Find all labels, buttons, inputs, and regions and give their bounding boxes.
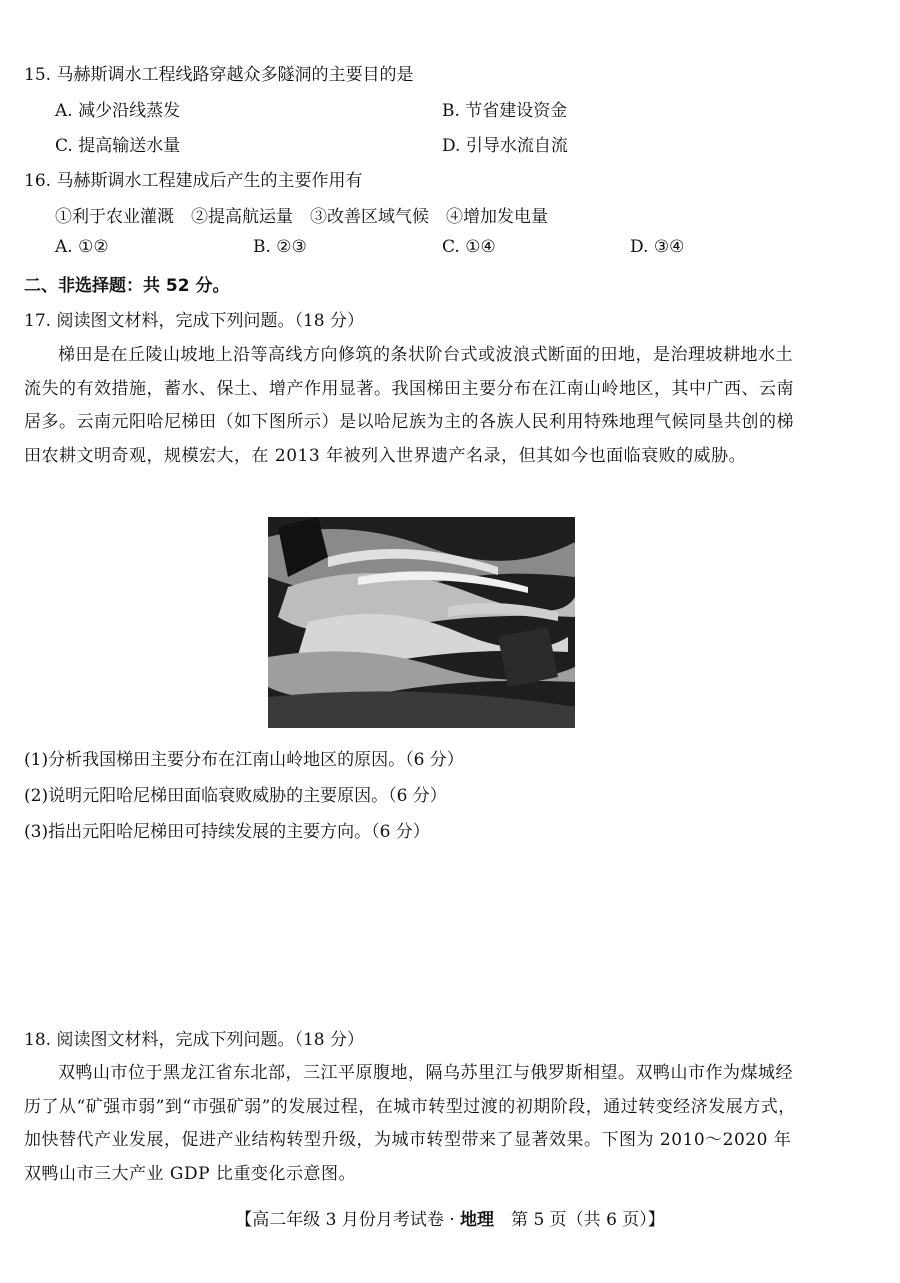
section-heading: 二、非选择题：共 52 分。 [24,276,230,296]
q17-stem: 17. 阅读图文材料，完成下列问题。（18 分） [24,311,364,331]
terraced-fields-photo [268,517,575,728]
q18-stem: 18. 阅读图文材料，完成下列问题。（18 分） [24,1030,364,1050]
q16-option-b: B. ②③ [253,237,307,257]
q17-paragraph: 梯田是在丘陵山坡地上沿等高线方向修筑的条状阶台式或波浪式断面的田地，是治理坡耕地水土流失的有效措施，蓄水、保土、增产作用显著。我国梯田主要分布在江南山岭地区，其中广西、云南居多。云南元阳哈尼梯田（如下图所示）是以哈尼族为主的各族人民利用特殊地理气候同垦共创的梯田农耕文明奇观，规模宏大，在 2013 年被列入世界遗产名录，但其如今也面临衰败的威胁。 [24,345,794,466]
q15-stem: 15. 马赫斯调水工程线路穿越众多隧洞的主要目的是 [24,65,414,85]
q16-option-a: A. ①② [55,237,109,257]
q16-stem: 16. 马赫斯调水工程建成后产生的主要作用有 [24,171,363,191]
q17-sub-1: (1)分析我国梯田主要分布在江南山岭地区的原因。（6 分） [24,750,464,770]
q18-paragraph: 双鸭山市位于黑龙江省东北部，三江平原腹地，隔乌苏里江与俄罗斯相望。双鸭山市作为煤城经历了从“矿强市弱”到“市强矿弱”的发展过程，在城市转型过渡的初期阶段，通过转变经济发展方式，加快替代产业发展，促进产业结构转型升级，为城市转型带来了显著效果。下图为 2010～2020 年双鸭山市三大产业 GDP 比重变化示意图。 [24,1063,796,1184]
q16-option-d: D. ③④ [630,237,685,257]
q15-option-a: A. 减少沿线蒸发 [55,101,181,121]
q15-option-b: B. 节省建设资金 [442,101,568,121]
q16-option-c: C. ①④ [442,237,496,257]
q15-option-d: D. 引导水流自流 [442,136,568,156]
page-footer [0,1205,900,1230]
q16-items: ①利于农业灌溉 ②提高航运量 ③改善区域气候 ④增加发电量 [55,207,548,227]
footer-right: 第 5 页（共 6 页）】 [494,1210,665,1230]
q17-sub-2: (2)说明元阳哈尼梯田面临衰败威胁的主要原因。（6 分） [24,786,447,806]
footer-left: 【高二年级 3 月份月考试卷 · [235,1210,461,1230]
q17-sub-3: (3)指出元阳哈尼梯田可持续发展的主要方向。（6 分） [24,822,430,842]
q15-option-c: C. 提高输送水量 [55,136,181,156]
footer-subject: 地理 [460,1210,495,1230]
